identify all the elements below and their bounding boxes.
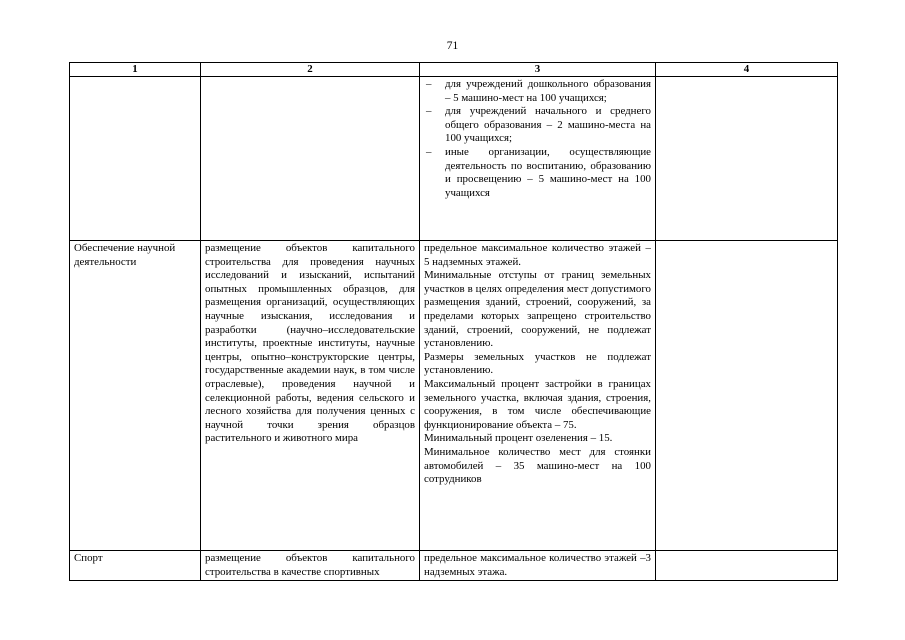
land-use-parameters [420, 241, 656, 551]
cell-empty [656, 551, 838, 581]
table-row-sport [70, 551, 838, 581]
list-item: – для учреждений дошкольного образования – 5 машино-мест на 100 учащихся; [426, 78, 651, 104]
bullet-list [424, 78, 651, 200]
column-header-3: 3 [420, 63, 656, 77]
parking-norms-cell [420, 77, 656, 241]
table-row-continuation [70, 77, 838, 241]
column-header-2: 2 [201, 63, 420, 77]
land-use-name: Спорт [70, 551, 201, 581]
table-row-science [70, 241, 838, 551]
regulations-table [69, 62, 838, 581]
table-header-row [70, 63, 838, 77]
list-item: – для учреждений начального и среднего общего образования – 2 машино-места на 100 учащихся; [426, 105, 651, 145]
parameter-paragraph: Минимальный процент озеленения – 15. [424, 432, 613, 445]
column-header-4: 4 [656, 63, 838, 77]
parameter-paragraph: Минимальное количество мест для стоянки автомобилей – 35 машино-мест на 100 сотрудников [424, 445, 651, 486]
page-number: 71 [446, 40, 459, 52]
parameter-paragraph: Максимальный процент застройки в границах земельного участка, включая здания, строения, сооружения, в том числе обеспечивающие функционирование объекта – 75. [424, 377, 651, 431]
land-use-description: размещение объектов капитального строительства в качестве спортивных [201, 551, 420, 581]
land-use-name: Обеспечение научной деятельности [70, 241, 201, 551]
cell-empty [656, 241, 838, 551]
parameter-paragraph: Размеры земельных участков не подлежат установлению. [424, 350, 651, 377]
cell-empty [201, 77, 420, 241]
cell-empty [656, 77, 838, 241]
cell-empty [70, 77, 201, 241]
parameter-paragraph: предельное максимальное количество этажей – 5 надземных этажей. [424, 242, 651, 268]
land-use-description: размещение объектов капитального строительства для проведения научных исследований и изысканий, испытаний опытных промышленных образцов, для размещения организаций, осуществляющих научные изыскания, исследования и разработки (научно–исследовательские институты, проектные институты, научные центры, опытно–конструкторские центры, государственные академии наук, в том числе отраслевые), проведения научной и селекционной работы, ведения сельского и лесного хозяйства для получения ценных с научной точки зрения образцов растительного и животного мира [201, 241, 420, 551]
column-header-1: 1 [70, 63, 201, 77]
land-use-parameters: предельное максимальное количество этажей –3 надземных этажа. [420, 551, 656, 581]
parameter-paragraph: Минимальные отступы от границ земельных участков в целях определения мест допустимого размещения зданий, строений, сооружений, за пределами которых запрещено строительство зданий, строений, сооружений, не подлежат установлению. [424, 269, 651, 350]
list-item: – иные организации, осуществляющие деятельность по воспитанию, образованию и просвещению – 5 машино-мест на 100 учащихся [426, 145, 651, 199]
